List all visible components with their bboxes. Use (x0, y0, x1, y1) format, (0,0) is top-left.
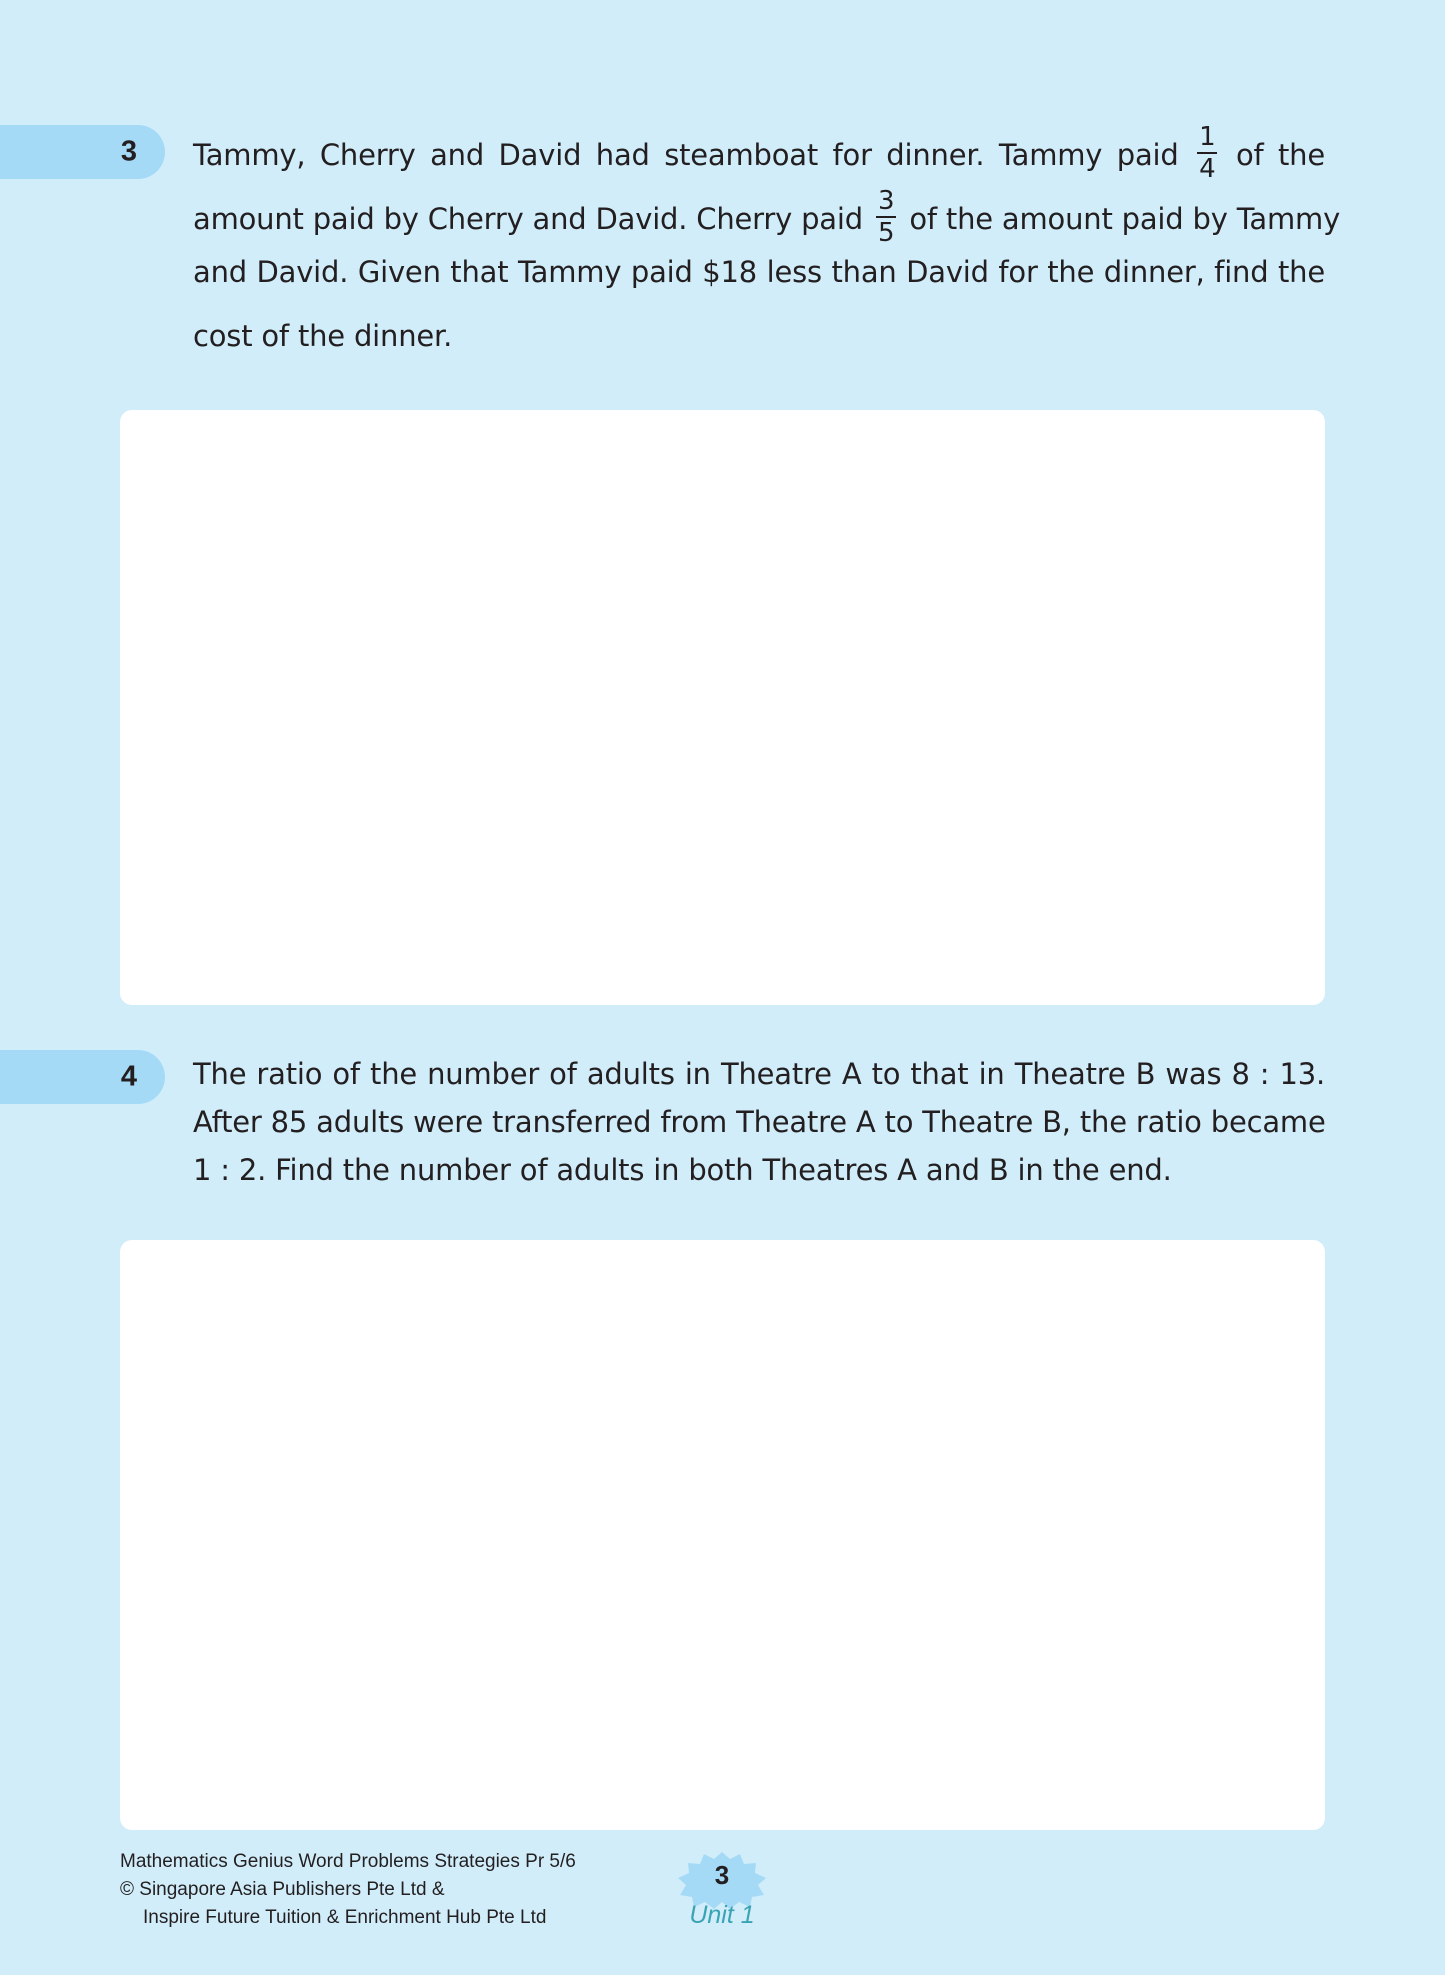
answer-box-question-4[interactable] (120, 1240, 1325, 1830)
book-title: Mathematics Genius Word Problems Strategies Pr 5/6 (120, 1851, 576, 1872)
question-text-line: cost of the dinner. (193, 319, 453, 353)
question-text-line: Tammy, Cherry and David had steamboat for dinner. Tammy paid $\frac{1}{4}$ of the (193, 122, 1325, 184)
unit-label: Unit 1 (689, 1901, 755, 1929)
question-number: 3 (120, 135, 137, 168)
fraction-one-quarter: $\frac{1}{4}$ (1199, 122, 1216, 184)
answer-box-question-3[interactable] (120, 410, 1325, 1005)
question-number-tab (0, 125, 165, 179)
question-text-line: 1 : 2. Find the number of adults in both Theatres A and B in the end. (193, 1153, 1172, 1187)
footer-credits (120, 1848, 576, 1932)
copyright-line-1: © Singapore Asia Publishers Pte Ltd & (120, 1879, 445, 1900)
question-number: 4 (120, 1060, 137, 1093)
question-text-line: The ratio of the number of adults in Theatre A to that in Theatre B was 8 : 13. (193, 1057, 1325, 1091)
question-number-tab (0, 1050, 165, 1104)
question-text-line: and David. Given that Tammy paid $18 less than David for the dinner, find the (193, 255, 1325, 289)
question-text-line: amount paid by Cherry and David. Cherry paid $\frac{3}{5}$ of the amount paid by Tammy (193, 186, 1341, 248)
fraction-three-fifths: $\frac{3}{5}$ (877, 186, 895, 248)
copyright-line-2: Inspire Future Tuition & Enrichment Hub Pte Ltd (143, 1907, 547, 1928)
question-text-line: After 85 adults were transferred from Theatre A to Theatre B, the ratio became (193, 1105, 1326, 1139)
page-number: 3 (714, 1860, 730, 1890)
question-3-text (193, 120, 1341, 380)
question-4-text (193, 1057, 1325, 1207)
